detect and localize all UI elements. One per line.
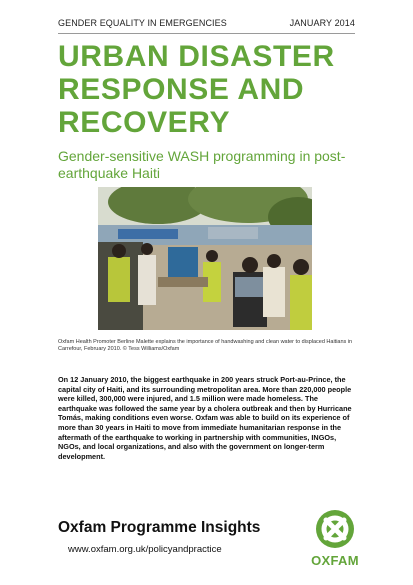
cover-photo [98, 187, 312, 330]
title-line: URBAN DISASTER [58, 40, 335, 73]
oxfam-emblem-icon [305, 508, 365, 552]
logo-wordmark: OXFAM [311, 553, 359, 568]
title-line: RESPONSE AND [58, 73, 305, 106]
title-line: RECOVERY [58, 106, 231, 139]
summary-paragraph: On 12 January 2010, the biggest earthquake in 200 years struck Port-au-Prince, the capital city of Haiti, and its surrounding metropolitan area. More than 220,000 people were killed, 300,000 were injured, and 1.5 million were made homeless. The earthquake was followed the same year by a cholera outbreak and then by Hurricane Tomás, making conditions even worse. Oxfam was able to build on its experience of more than 30 years in Haiti to move from immediate humanitarian response in the aftermath of the earthquake to working in partnership with communities, INGOs, NGOs, and local organizations, and also with the government on longer-term development. [58, 375, 352, 461]
header-divider [58, 33, 355, 34]
header-bar [58, 18, 355, 28]
photo-caption: Oxfam Health Promoter Berline Malette explains the importance of handwashing and clean water to displaced Haitians in Carrefour, February 2010. © Tess Williams/Oxfam [58, 339, 353, 352]
website-link[interactable]: www.oxfam.org.uk/policyandpractice [68, 544, 222, 555]
series-title: Oxfam Programme Insights [58, 519, 261, 536]
oxfam-logo [305, 508, 365, 570]
page-title [58, 40, 358, 139]
publication-date: JANUARY 2014 [289, 18, 355, 28]
series-label: GENDER EQUALITY IN EMERGENCIES [58, 18, 227, 28]
page-subtitle: Gender-sensitive WASH programming in post-earthquake Haiti [58, 148, 346, 181]
